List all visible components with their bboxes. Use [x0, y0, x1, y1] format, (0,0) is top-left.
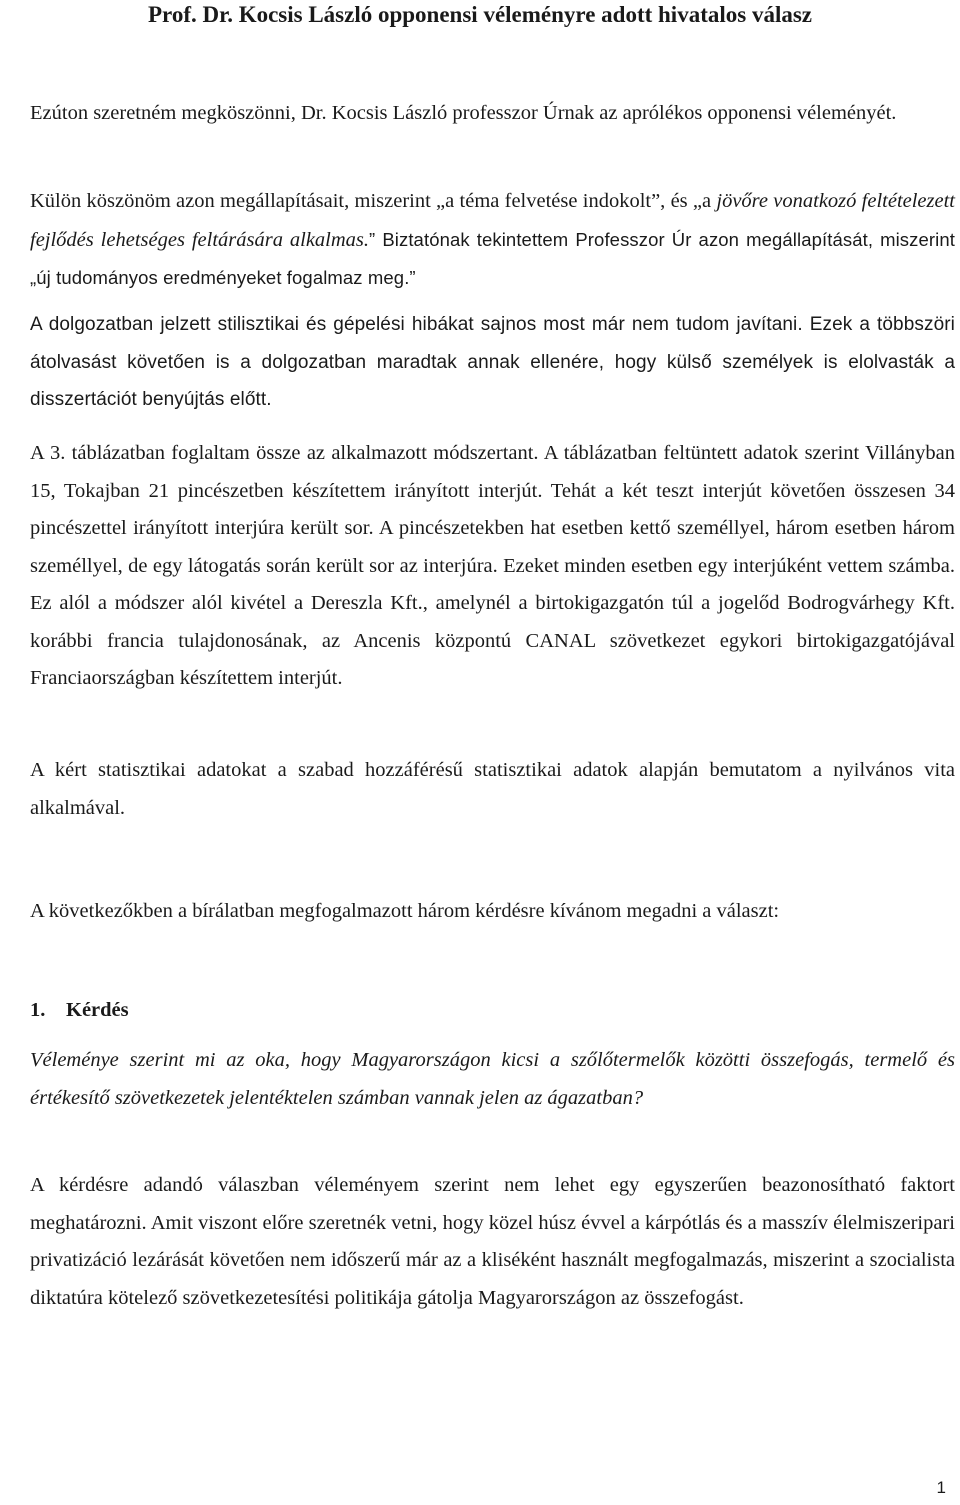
page-number: 1 [936, 1478, 946, 1497]
paragraph-statistics: A kért statisztikai adatokat a szabad hozzáférésű statisztikai adatok alapján bemutatom a nyilvános vita alkalmával. [30, 759, 955, 819]
paragraph-acknowledgement [30, 183, 955, 298]
question-text: Véleménye szerint mi az oka, hogy Magyarországon kicsi a szőlőtermelők közötti összefogás, termelő és értékesítő szövetkezetek jelentéktelen számban vannak jelen az ágazatban? [30, 1049, 955, 1109]
paragraph-questions-intro: A következőkben a bírálatban megfogalmazott három kérdésre kívánom megadni a választ: [30, 900, 780, 922]
paragraph-errors: A dolgozatban jelzett stilisztikai és gépelési hibákat sajnos most már nem tudom javítani. Ezek a többszöri átolvasást követően is a dolgozatban maradtak annak ellenére, hogy külső személyek is elolvasták a disszertációt benyújtás előtt. [30, 314, 955, 410]
question-label: Kérdés [66, 999, 129, 1021]
paragraph-acknowledgement-intro: Külön köszönöm azon megállapításait, miszerint „a téma felvetése indokolt”, és „a [30, 190, 717, 212]
question-heading [30, 992, 129, 1029]
question-number: 1. [30, 999, 46, 1021]
paragraph-thanks: Ezúton szeretném megköszönni, Dr. Kocsis László professzor Úrnak az aprólékos opponensi véleményét. [30, 102, 897, 124]
document-title: Prof. Dr. Kocsis László opponensi véleményre adott hivatalos válasz [147, 2, 812, 27]
quoted-italic-text: jövőre vonatkozó feltételezett fejlődés lehetséges feltárására alkalmas. [30, 190, 955, 251]
paragraph-answer: A kérdésre adandó válaszban véleményem szerint nem lehet egy egyszerűen beazonosítható faktort meghatározni. Amit viszont előre szeretnék vetni, hogy közel húsz évvel a kárpótlás és a masszív élelmiszeripari privatizáció lezárását követően nem időszerű már az a kliséként használt megfogalmazás, miszerint a szocialista diktatúra kötelező szövetkezetesítési politikája gátolja Magyarországon az összefogást. [30, 1174, 955, 1309]
paragraph-acknowledgement-rest: ” Biztatónak tekintettem Professzor Úr azon megállapítását, miszerint „új tudományos eredményeket fogalmaz meg.” [30, 228, 956, 288]
paragraph-methodology: A 3. táblázatban foglaltam össze az alkalmazott módszertant. A táblázatban feltüntett adatok szerint Villányban 15, Tokajban 21 pincészetben készítettem irányított interjút. Tehát a két teszt interjút követően összesen 34 pincészettel irányított interjúra került sor. A pincészetekben hat esetben kettő személlyel, három esetben három személlyel, de egy látogatás során került sor az interjúra. Ezeket minden esetben egy interjúként vettem számba. Ez alól a módszer alól kivétel a Dereszla Kft., amelynél a birtokigazgatón túl a jogelőd Bodrogvárhegy Kft. korábbi francia tulajdonosának, az Ancenis központú CANAL szövetkezet egykori birtokigazgatójával Franciaországban készítettem interjút. [30, 442, 955, 689]
